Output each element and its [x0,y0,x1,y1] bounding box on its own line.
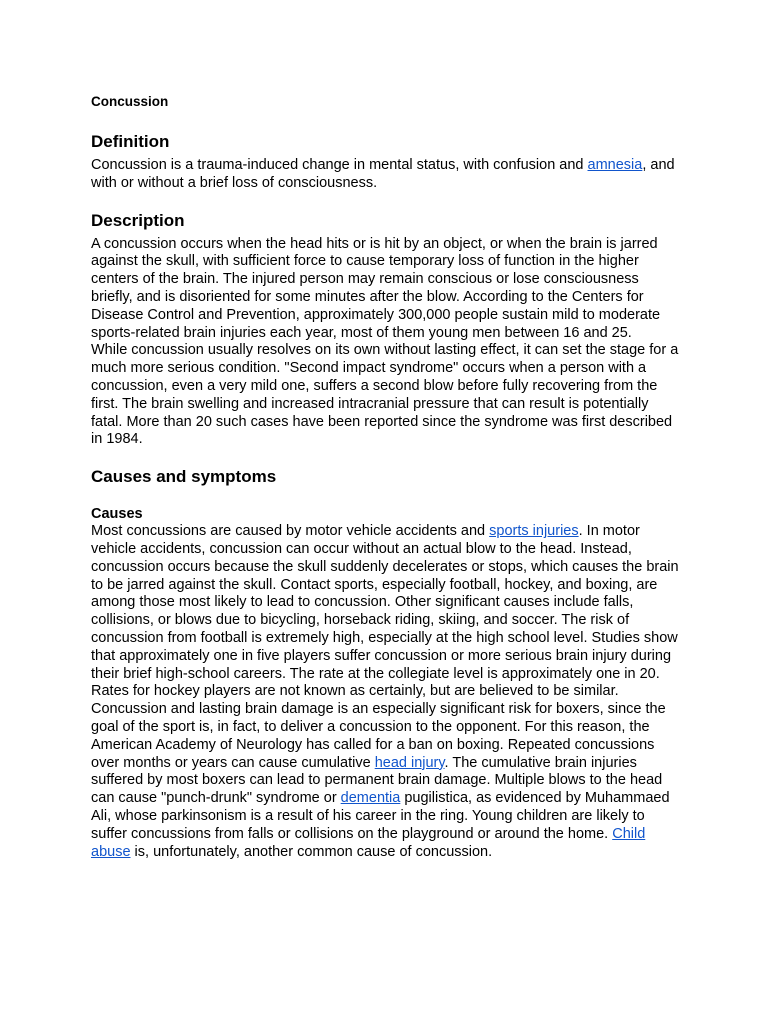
causes-p2-a: Concussion and lasting brain damage is an especially significant risk for boxers, since the goal of the sport is, in fact, to deliver a concussion to the opponent. For this reason, the American Academy of Neurology has called for a ban on boxing. Repeated concussions over months or years can cause cumulative [91,701,666,771]
causes-p2-c: pugilistica, as evidenced by Muhammaed Ali, whose parkinsonism is a result of his career in the ring. Young children are likely to suffer concussions from falls or collisions on the playground or around the home. [91,790,670,842]
definition-text-before: Concussion is a trauma-induced change in mental status, with confusion and [91,157,588,173]
causes-p2-d: is, unfortunately, another common cause of concussion. [130,843,493,860]
causes-p1-before: Most concussions are caused by motor vehicle accidents and [91,523,490,540]
description-paragraph-1: A concussion occurs when the head hits or is hit by an object, or when the brain is jarred against the skull, with sufficient force to cause temporary loss of function in the higher centers of the brain. The injured person may remain conscious or lose consciousness briefly, and is disoriented for some minutes after the blow. According to the Centers for Disease Control and Prevention, approximately 300,000 people sustain mild to moderate sports-related brain injuries each year, most of them young men between 16 and 25. [91,235,661,341]
description-paragraph-2: While concussion usually resolves on its own without lasting effect, it can set the stage for a much more serious condition. "Second impact syndrome" occurs when a person with a concussion, even a very mild one, suffers a second blow before fully recovering from the first. The brain swelling and increased intracranial pressure that can result is potentially fatal. More than 20 such cases have been reported since the syndrome was first described in 1984. [91,342,679,448]
document-page [91,93,681,878]
definition-text-after: , and with or without a brief loss of consciousness. [91,157,675,191]
definition-section [91,131,681,193]
definition-text [91,157,681,193]
amnesia-link[interactable]: amnesia [587,157,643,173]
dementia-link[interactable]: dementia [340,790,401,807]
child-abuse-link[interactable]: Child abuse [91,825,646,860]
head-injury-link[interactable]: head injury [374,754,445,771]
description-heading: Description [91,210,185,230]
causes-paragraph-1 [91,523,681,701]
causes-p2-b: . The cumulative brain injuries suffered by most boxers can lead to permanent brain damage. Multiple blows to the head can cause "punch-drunk" syndrome or [91,754,663,807]
causes-subheading: Causes [91,506,143,523]
causes-paragraph-2 [91,701,681,861]
document-title: Concussion [91,94,169,109]
causes-symptoms-heading: Causes and symptoms [91,467,277,487]
causes-p1-after: . In motor vehicle accidents, concussion can occur without an actual blow to the head. Instead, concussion occurs because the skull suddenly decelerates or stops, which causes the brain to be jarred against the skull. Contact sports, especially football, hockey, and boxing, are among those most likely to lead to concussion. Other significant causes include falls, collisions, or blows due to bicycling, horseback riding, skiing, and soccer. The risk of concussion from football is extremely high, especially at the high school level. Studies show that approximately one in five players suffer concussion or more serious brain injury during their brief high-school careers. The rate at the collegiate level is approximately one in 20. Rates for hockey players are not known as certainly, but are believed to be similar. [91,523,679,700]
causes-symptoms-section [91,466,681,861]
sports-injuries-link[interactable]: sports injuries [489,523,579,540]
description-section [91,210,681,450]
definition-heading: Definition [91,132,170,151]
